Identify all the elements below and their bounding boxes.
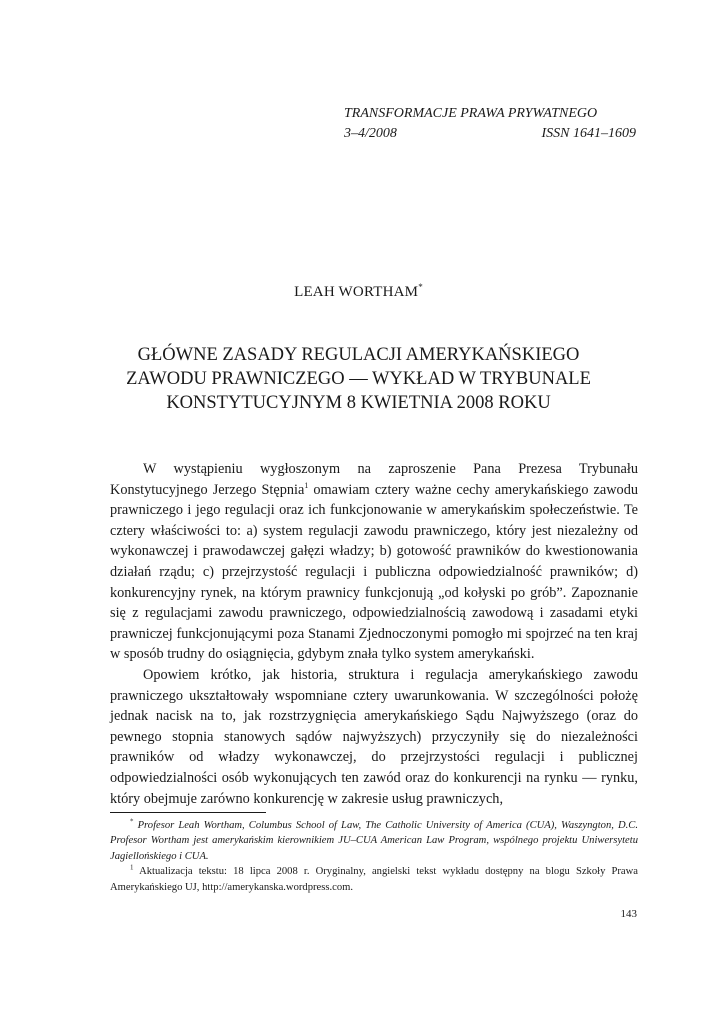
paragraph-1-part-2: omawiam cztery ważne cechy amerykańskiego zawodu prawniczego i jego regulacji oraz ich funkcjonowanie w amerykańskim społeczeństwie. Te cztery właściwości to: a) system regulacji zawodu prawniczego, który jest niezależny od wykonawczej i prawodawczej gałęzi władzy; b) gotowość prawników do kwestionowania działań rządu; c) przejrzystość regulacji i publiczna odpowiedzialność prawników; d) konkurencyjny rynek, na którym prawnicy funkcjonują „od kołyski po grób”. Zapoznanie się z regulacjami zawodu prawniczego, odpowiedzialnością zawodową i zasadami etyki prawniczej funkcjonującymi poza Stanami Zjednoczonymi pomogło mi spojrzeć na ten kraj w sposób trudny do osiągnięcia, gdybym znała tylko system amerykański. <box>110 481 638 663</box>
footnote-1 <box>110 864 638 895</box>
footnote-author-marker: * <box>130 817 134 826</box>
author <box>0 284 717 301</box>
paragraph-1-part-1: W wystąpieniu wygłoszonym na zaproszenie Pana Prezesa Trybunału Konstytucyjnego Jerzego Stępnia <box>110 461 638 498</box>
title-line-3: KONSTYTUCYJNYM 8 KWIETNIA 2008 ROKU <box>166 393 551 413</box>
page-number: 143 <box>620 908 637 920</box>
journal-issn: ISSN 1641–1609 <box>541 126 636 141</box>
footnote-author-text: Profesor Leah Wortham, Columbus School of Law, The Catholic University of America (CUA), Waszyngton, D.C. Profesor Wortham jest amerykańskim kierownikiem JU–CUA American Law Program, wspólnego projektu Uniwersytetu Jagiellońskiego i CUA. <box>110 820 638 862</box>
footnote-author <box>110 818 638 864</box>
footnotes <box>110 818 638 895</box>
paragraph-1 <box>110 459 638 665</box>
journal-name: TRANSFORMACJE PRAWA PRYWATNEGO <box>344 106 598 121</box>
footnote-ref-1: 1 <box>304 480 309 490</box>
footnote-1-text: Aktualizacja tekstu: 18 lipca 2008 r. Oryginalny, angielski tekst wykładu dostępny na blogu Szkoły Prawa Amerykańskiego UJ, http://amerykanska.wordpress.com. <box>110 866 638 893</box>
footnote-1-marker: 1 <box>130 863 134 872</box>
journal-issue-line <box>344 124 636 144</box>
title-line-2: ZAWODU PRAWNICZEGO — WYKŁAD W TRYBUNALE <box>126 369 591 389</box>
paragraph-2: Opowiem krótko, jak historia, struktura i regulacja amerykańskiego zawodu prawniczego ukształtowały wspomniane cztery uwarunkowania. W szczególności położę jednak nacisk na to, jak rozstrzygnięcia amerykańskiego Sądu Najwyższego (oraz do pewnego stopnia stanowych sądów najwyższych) przyczyniły się do niezależności prawników od władzy wykonawczej, do przejrzystości regulacji i publicznej odpowiedzialności osób wykonujących ten zawód oraz do konkurencji na rynku — rynku, który obejmuje zarówno konkurencję w zakresie usług prawniczych, <box>110 666 638 807</box>
footnote-divider <box>110 812 266 813</box>
article-body <box>110 459 638 809</box>
journal-issue: 3–4/2008 <box>344 126 397 141</box>
title-line-1: GŁÓWNE ZASADY REGULACJI AMERYKAŃSKIEGO <box>137 345 580 365</box>
author-footnote-marker: * <box>418 282 423 292</box>
journal-header <box>344 104 636 144</box>
article-title <box>100 343 617 415</box>
author-name: LEAH WORTHAM <box>294 284 419 300</box>
